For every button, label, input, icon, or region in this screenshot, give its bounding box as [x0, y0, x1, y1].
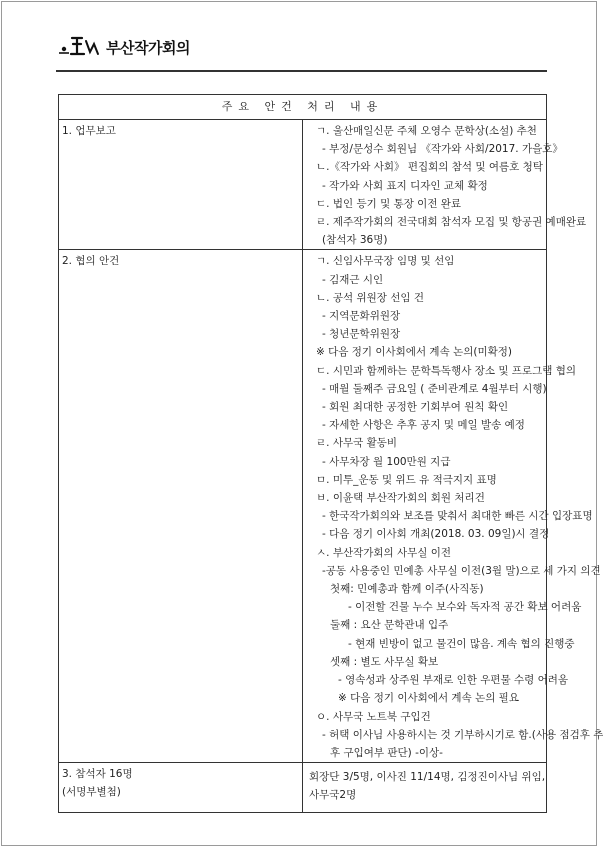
agenda-line: ㅁ. 미투_운동 및 위드 유 적극지지 표명: [316, 473, 497, 486]
agenda-line: - 지역문화위원장: [322, 310, 401, 323]
agenda-line: ㄷ. 시민과 함께하는 문학특독행사 장소 및 프로그램 협의: [316, 364, 576, 377]
agenda-line: 후 구입여부 판단) -이상-: [330, 746, 443, 759]
table-title: 주요 안건 처리 내용: [59, 95, 547, 120]
agenda-line: 둘째 : 요산 문학관내 입주: [330, 619, 449, 632]
agenda-table: [58, 94, 603, 813]
section-content: [303, 250, 603, 763]
agenda-line: ㄹ. 사무국 활동비: [316, 437, 398, 450]
agenda-line: ㄹ. 제주작가회의 전국대회 참석자 모집 및 항공권 예매완료: [316, 216, 587, 229]
agenda-line: ㄴ.《작가와 사회》 편집회의 참석 및 여름호 청탁: [316, 161, 543, 174]
agenda-line: - 청년문학위원장: [322, 328, 401, 341]
agenda-line: - 이전할 건물 누수 보수와 독자적 공간 확보 어려움: [348, 601, 582, 614]
agenda-section-row: [59, 120, 547, 250]
agenda-line: ※ 다음 정기 이사회에서 계속 논의 필요: [338, 692, 519, 705]
agenda-line: ㅅ. 부산작가회의 사무실 이전: [316, 546, 452, 559]
category-label: 2. 협의 안건: [62, 255, 120, 268]
writer-figure-icon: [58, 32, 104, 62]
agenda-line: ㄱ. 신임사무국장 임명 및 선임: [316, 255, 455, 268]
agenda-line: - 자세한 사항은 추후 공지 및 메일 발송 예정: [322, 419, 525, 432]
attendance-label: (서명부별첨): [62, 786, 121, 799]
agenda-line: - 허택 이사님 사용하시는 것 기부하시기로 함.(사용 점검후 추: [322, 728, 603, 741]
agenda-line: -공동 사용중인 민예총 사무실 이전(3월 말)으로 세 가지 의견: [322, 564, 601, 577]
agenda-line: - 매월 둘째주 금요일 ( 준비관계로 4월부터 시행): [322, 382, 547, 395]
category-label: 1. 업무보고: [62, 125, 116, 137]
attendance-row: [59, 763, 547, 813]
attendance-label: 3. 참석자 16명: [62, 768, 133, 781]
section-category: [59, 120, 303, 250]
agenda-line: (참석자 36명): [322, 234, 388, 247]
section-category: [59, 250, 303, 763]
agenda-line: - 작가와 사회 표지 디자인 교체 확정: [322, 179, 488, 192]
agenda-line: - 영속성과 상주원 부재로 인한 우편물 수령 어려움: [338, 674, 569, 687]
agenda-line: - 부정/문성수 회원님 《작가와 사회/2017. 가을호》: [322, 143, 563, 156]
agenda-line: - 현재 빈방이 없고 물건이 많음. 계속 협의 진행중: [348, 637, 575, 650]
org-logo: [58, 30, 190, 64]
agenda-section-row: [59, 250, 547, 763]
agenda-line: ㄷ. 법인 등기 및 통장 이전 완료: [316, 197, 462, 210]
org-name: 부산작가회의: [106, 38, 190, 57]
agenda-line: ㄴ. 공석 위원장 선임 건: [316, 291, 424, 304]
agenda-line: - 사무차장 월 100만원 지급: [322, 455, 451, 468]
agenda-line: - 다음 정기 이사회 개최(2018. 03. 09일)시 결정: [322, 528, 550, 541]
agenda-line: ㅇ. 사무국 노트북 구입건: [316, 710, 431, 723]
agenda-line: - 한국작가회의와 보조를 맞춰서 최대한 빠른 시간 입장표명: [322, 510, 593, 523]
agenda-line: - 회원 최대한 공정한 기회부여 원칙 확인: [322, 401, 509, 414]
table-title-row: [59, 95, 547, 120]
header-rule: [56, 70, 547, 72]
agenda-line: - 김재근 시인: [322, 273, 384, 286]
section-content: [303, 120, 587, 250]
agenda-line: ※ 다음 정기 이사회에서 계속 논의(미확정): [316, 346, 512, 359]
agenda-line: 셋째 : 별도 사무실 확보: [330, 655, 439, 668]
agenda-line: ㄱ. 울산매일신문 주체 오영수 문학상(소설) 추천: [316, 125, 537, 137]
agenda-line: 첫째: 민예총과 함께 이주(사직동): [330, 583, 484, 596]
agenda-line: ㅂ. 이윤택 부산작가회의 회원 처리건: [316, 492, 485, 505]
attendance-detail: 회장단 3/5명, 이사진 11/14명, 김정진이사님 위임, 사무국2명: [303, 763, 547, 813]
attendance-category: [59, 763, 303, 813]
